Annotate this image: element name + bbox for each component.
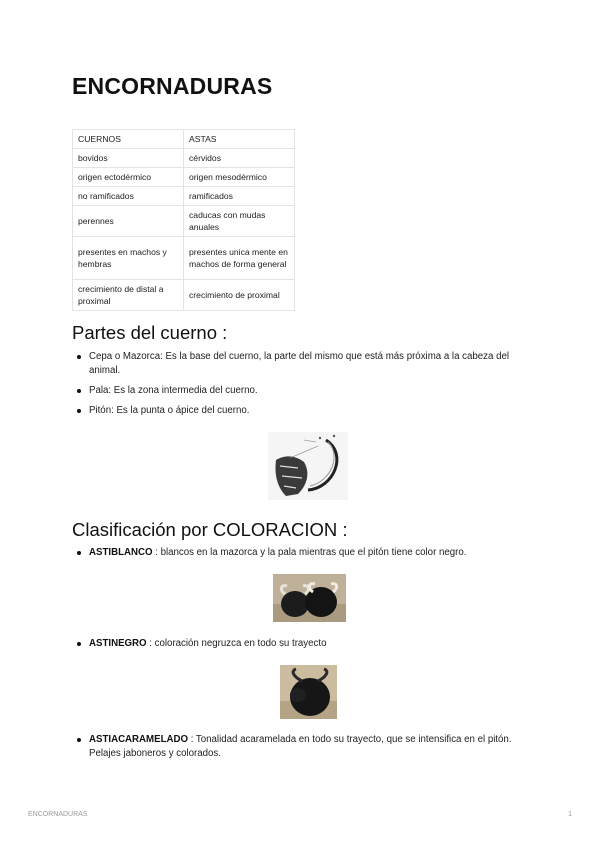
table-cell: ramificados	[184, 187, 295, 206]
table-row	[73, 237, 295, 280]
table-cell: caducas con mudas anuales	[184, 206, 295, 237]
term-label: ASTIACARAMELADO	[89, 734, 189, 745]
list-item	[77, 350, 532, 378]
table-cell: CUERNOS	[73, 130, 184, 149]
bullet-icon	[77, 551, 81, 555]
list-item-text: : blancos en la mazorca y la pala mientras que el pitón tiene color negro.	[152, 547, 467, 558]
term-label: ASTINEGRO	[89, 638, 147, 649]
list-item	[77, 546, 532, 560]
list-item	[77, 384, 532, 398]
table-row	[73, 206, 295, 237]
table-cell: no ramificados	[73, 187, 184, 206]
table-cell: ASTAS	[184, 130, 295, 149]
section-heading-coloracion: Clasificación por COLORACION :	[72, 519, 348, 540]
table-cell: origen ectodérmico	[73, 168, 184, 187]
list-item	[77, 637, 532, 651]
astinegro-photo	[280, 665, 337, 719]
list-item-text: : Tonalidad acaramelada en todo su trayecto, que se intensifica en el pitón. Pelajes jaboneros y colorados.	[89, 734, 512, 759]
term-label: ASTIBLANCO	[89, 547, 153, 558]
bullet-icon	[77, 389, 81, 393]
list-item	[77, 733, 532, 761]
list-item-text: Cepa o Mazorca: Es la base del cuerno, la parte del mismo que está más próxima a la cabeza del animal.	[89, 351, 510, 376]
comparison-table	[72, 129, 295, 311]
table-cell: crecimiento de proximal	[184, 280, 295, 311]
table-row	[73, 130, 295, 149]
page-title: ENCORNADURAS	[72, 73, 273, 99]
table-cell: cérvidos	[184, 149, 295, 168]
table-row	[73, 149, 295, 168]
table-cell: bovidos	[73, 149, 184, 168]
coloracion-list-astiblanco	[77, 546, 532, 566]
table-cell: crecimiento de distal a proximal	[73, 280, 184, 311]
bullet-icon	[77, 642, 81, 646]
list-item-text: Pala: Es la zona intermedia del cuerno.	[89, 385, 258, 396]
horn-diagram-image	[268, 432, 348, 500]
bullet-icon	[77, 738, 81, 742]
table-cell: presentes en machos y hembras	[73, 237, 184, 280]
section-heading-partes: Partes del cuerno :	[72, 322, 228, 343]
table-cell: origen mesodérmico	[184, 168, 295, 187]
list-item-text: : coloración negruzca en todo su trayecto	[146, 638, 327, 649]
footer-title: ENCORNADURAS	[28, 811, 88, 818]
page-number: 1	[568, 811, 572, 818]
table-cell: presentes unica mente en machos de forma general	[184, 237, 295, 280]
list-item-text: Pitón: Es la punta o ápice del cuerno.	[89, 405, 250, 416]
table-cell: perennes	[73, 206, 184, 237]
table-row	[73, 280, 295, 311]
coloracion-list-astinegro	[77, 637, 532, 657]
partes-list	[77, 350, 532, 424]
table-row	[73, 168, 295, 187]
astiblanco-photo	[273, 574, 346, 622]
coloracion-list-astiacaramelado	[77, 733, 532, 767]
bullet-icon	[77, 355, 81, 359]
table-row	[73, 187, 295, 206]
bullet-icon	[77, 409, 81, 413]
list-item	[77, 404, 532, 418]
